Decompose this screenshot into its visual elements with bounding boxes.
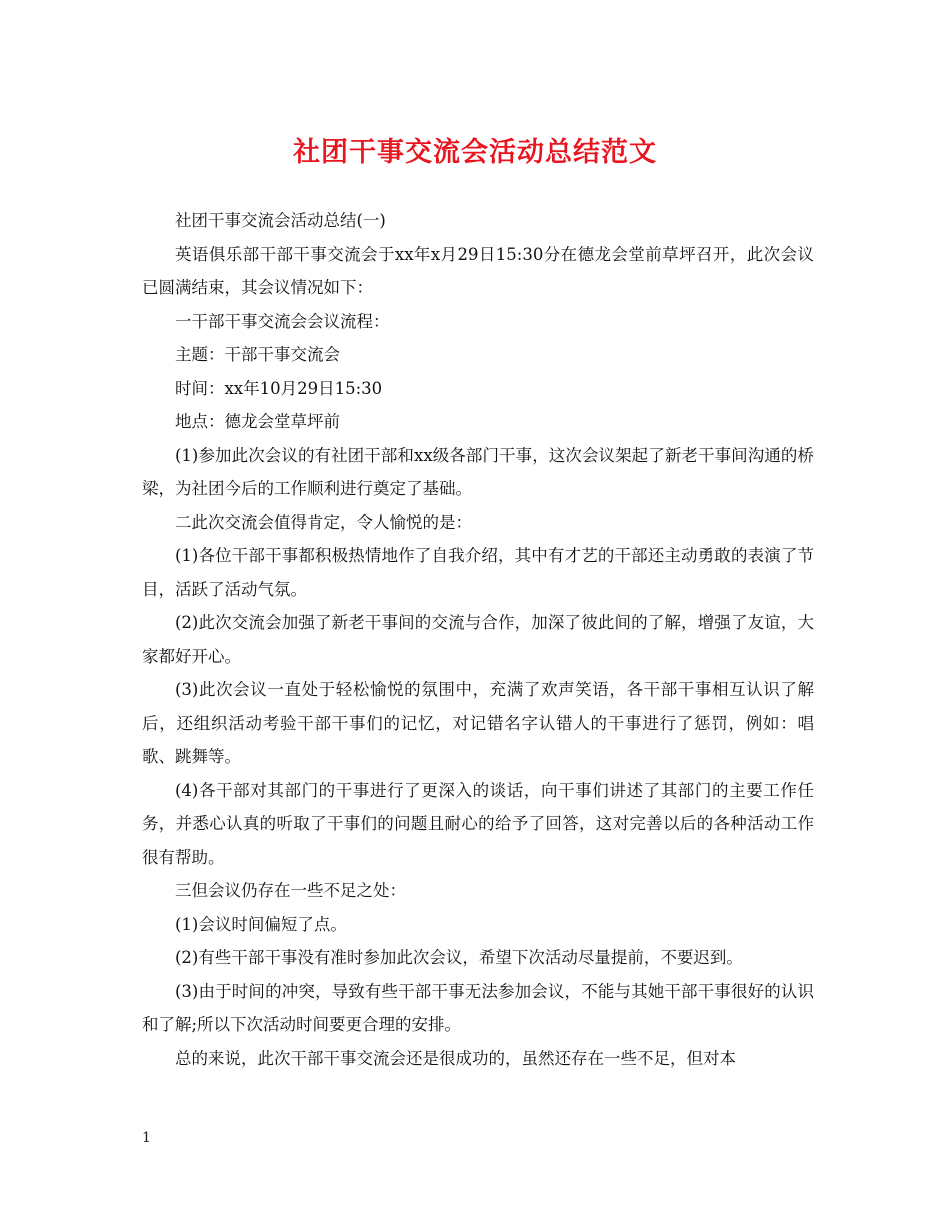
paragraph: 主题：干部干事交流会 <box>175 345 340 364</box>
paragraph: (4)各干部对其部门的干事进行了更深入的谈话，向干事们讲述了其部门的主要工作任务，并悉心认真的听取了干事们的问题且耐心的给予了回答，这对完善以后的各种活动工作很有帮助。 <box>142 780 814 867</box>
paragraph: (1)各位干部干事都积极热情地作了自我介绍，其中有才艺的干部还主动勇敢的表演了节目，活跃了活动气氛。 <box>142 546 814 599</box>
paragraph: (3)此次会议一直处于轻松愉悦的氛围中，充满了欢声笑语，各干部干事相互认识了解后，还组织活动考验干部干事们的记忆，对记错名字认错人的干事进行了惩罚，例如：唱歌、跳舞等。 <box>142 680 814 766</box>
paragraph: 社团干事交流会活动总结(一) <box>175 211 386 230</box>
paragraph: (3)由于时间的冲突，导致有些干部干事无法参加会议，不能与其她干部干事很好的认识和了解;所以下次活动时间要更合理的安排。 <box>142 981 814 1034</box>
document-body <box>142 204 814 1075</box>
paragraph: (1)参加此次会议的有社团干部和xx级各部门干事，这次会议架起了新老干事间沟通的桥梁，为社团今后的工作顺利进行奠定了基础。 <box>142 445 814 498</box>
paragraph: 三但会议仍存在一些不足之处： <box>175 881 406 900</box>
paragraph: (2)有些干部干事没有准时参加此次会议，希望下次活动尽量提前，不要迟到。 <box>175 948 743 967</box>
paragraph: 时间：xx年10月29日15:30 <box>175 378 383 398</box>
paragraph: 二此次交流会值得肯定，令人愉悦的是： <box>175 512 472 532</box>
paragraph: 英语俱乐部干部干事交流会于xx年x月29日15:30分在德龙会堂前草坪召开，此次会议已圆满结束，其会议情况如下： <box>142 244 814 297</box>
paragraph: 总的来说，此次干部干事交流会还是很成功的，虽然还存在一些不足，但对本 <box>175 1048 736 1068</box>
paragraph: (2)此次交流会加强了新老干事间的交流与合作，加深了彼此间的了解，增强了友谊，大家都好开心。 <box>142 613 814 666</box>
paragraph: 地点：德龙会堂草坪前 <box>175 412 340 431</box>
paragraph: 一干部干事交流会会议流程： <box>175 311 390 331</box>
document-title: 社团干事交流会活动总结范文 <box>293 137 657 168</box>
page-number: 1 <box>142 1130 151 1146</box>
paragraph: (1)会议时间偏短了点。 <box>175 914 347 934</box>
